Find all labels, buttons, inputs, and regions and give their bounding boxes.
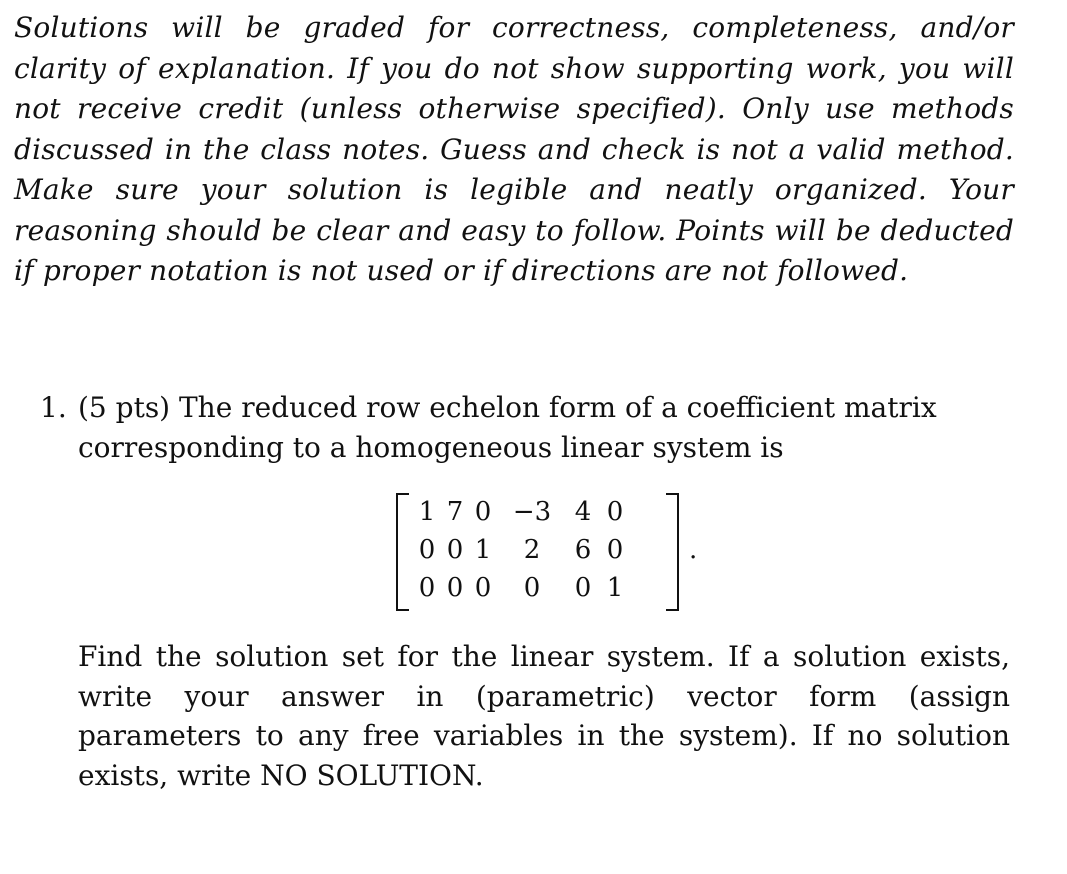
matrix-cell: 7 bbox=[446, 497, 464, 527]
matrix-cell: −3 bbox=[512, 497, 552, 527]
matrix-cell: 0 bbox=[606, 535, 624, 565]
matrix-table bbox=[413, 493, 631, 607]
matrix-cell: 1 bbox=[606, 573, 624, 603]
matrix-cell: 1 bbox=[474, 535, 492, 565]
matrix-cell: 0 bbox=[446, 573, 464, 603]
matrix-cell: 0 bbox=[446, 535, 464, 565]
problem-number: 1. bbox=[40, 391, 67, 424]
problem-header bbox=[40, 388, 1015, 468]
matrix-cell: 0 bbox=[474, 497, 492, 527]
rref-matrix bbox=[396, 493, 716, 611]
problem-1 bbox=[40, 388, 1015, 468]
matrix-cell: 6 bbox=[574, 535, 592, 565]
matrix-period: . bbox=[689, 535, 698, 565]
matrix-cell: 0 bbox=[418, 535, 436, 565]
matrix-right-bracket bbox=[666, 493, 679, 611]
matrix-row-2 bbox=[413, 531, 631, 569]
grading-instructions: Solutions will be graded for correctness, completeness, and/or clarity of explanation. If you do not show supporting work, you will not receive credit (unless otherwise specified). Only use methods discussed in the class notes. Guess and check is not a valid method. Make sure your solution is legible and neatly organized. Your reasoning should be clear and easy to follow. Points will be deducted if proper notation is not used or if directions are not followed. bbox=[14, 11, 1014, 287]
matrix-cell: 0 bbox=[418, 573, 436, 603]
matrix-cell: 0 bbox=[474, 573, 492, 603]
matrix-cell: 0 bbox=[523, 573, 541, 603]
problem-instructions: Find the solution set for the linear system. If a solution exists, write your answer in (parametric) vector form (assign parameters to any free variables in the system). If no solution exists, write NO SOLUTION. bbox=[78, 640, 1010, 792]
matrix-cell: 0 bbox=[574, 573, 592, 603]
matrix-row-1 bbox=[413, 493, 631, 531]
matrix-cell: 0 bbox=[606, 497, 624, 527]
matrix-cell: 1 bbox=[418, 497, 436, 527]
problem-prompt: (5 pts) The reduced row echelon form of a coefficient matrix corresponding to a homogeneous linear system is bbox=[78, 391, 937, 464]
matrix-left-bracket bbox=[396, 493, 409, 611]
matrix-cell: 2 bbox=[523, 535, 541, 565]
matrix-cell: 4 bbox=[574, 497, 592, 527]
matrix-row-3 bbox=[413, 569, 631, 607]
